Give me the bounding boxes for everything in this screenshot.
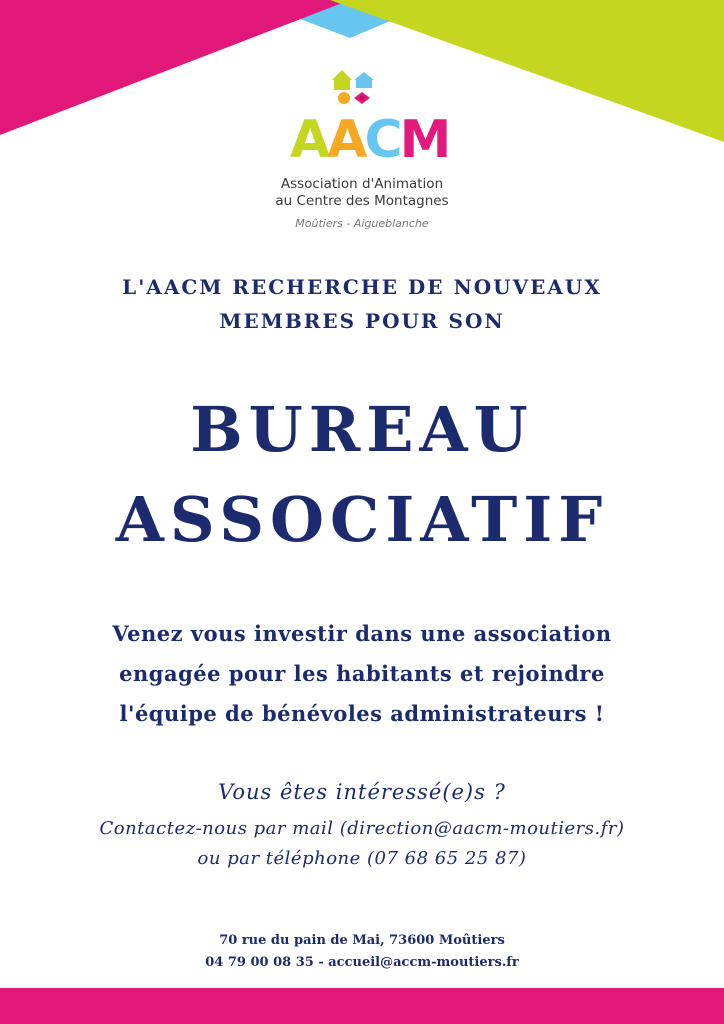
logo-letter: M [399,110,449,170]
headline-line-2: ASSOCIATIF [115,483,609,556]
logo-location: Moûtiers - Aigueblanche [295,217,429,230]
interest-question: Vous êtes intéressé(e)s ? [218,780,506,804]
intro-text [40,270,684,338]
logo-letter: C [364,110,400,170]
body-line-2: engagée pour les habitants et rejoindre [119,661,605,686]
headline-line-1: BUREAU [190,393,534,466]
footer-phone-email: 04 79 00 08 35 - accueil@accm-moutiers.fr [205,955,519,970]
contact-phone-line: ou par téléphone (07 68 65 25 87) [197,848,527,869]
logo-letters [290,110,449,170]
logo-mascot-icon [254,66,470,116]
footer-address: 70 rue du pain de Mai, 73600 Moûtiers [219,933,505,948]
body-line-3: l'équipe de bénévoles administrateurs ! [119,701,605,726]
intro-line-2: MEMBRES POUR SON [219,309,505,333]
logo-letter: A [327,110,365,170]
bottom-band [0,988,724,1024]
logo-name-line-1: Association d'Animation [280,176,444,192]
logo-name-line-2: au Centre des Montagnes [275,193,449,209]
aacm-logo [254,66,470,238]
contact-email-line: Contactez-nous par mail (direction@aacm-moutiers.fr) [99,818,625,839]
body-line-1: Venez vous investir dans une association [112,621,612,646]
call-to-action-text [30,614,694,734]
logo-letter: A [290,110,328,170]
intro-line-1: L'AACM RECHERCHE DE NOUVEAUX [122,275,602,299]
